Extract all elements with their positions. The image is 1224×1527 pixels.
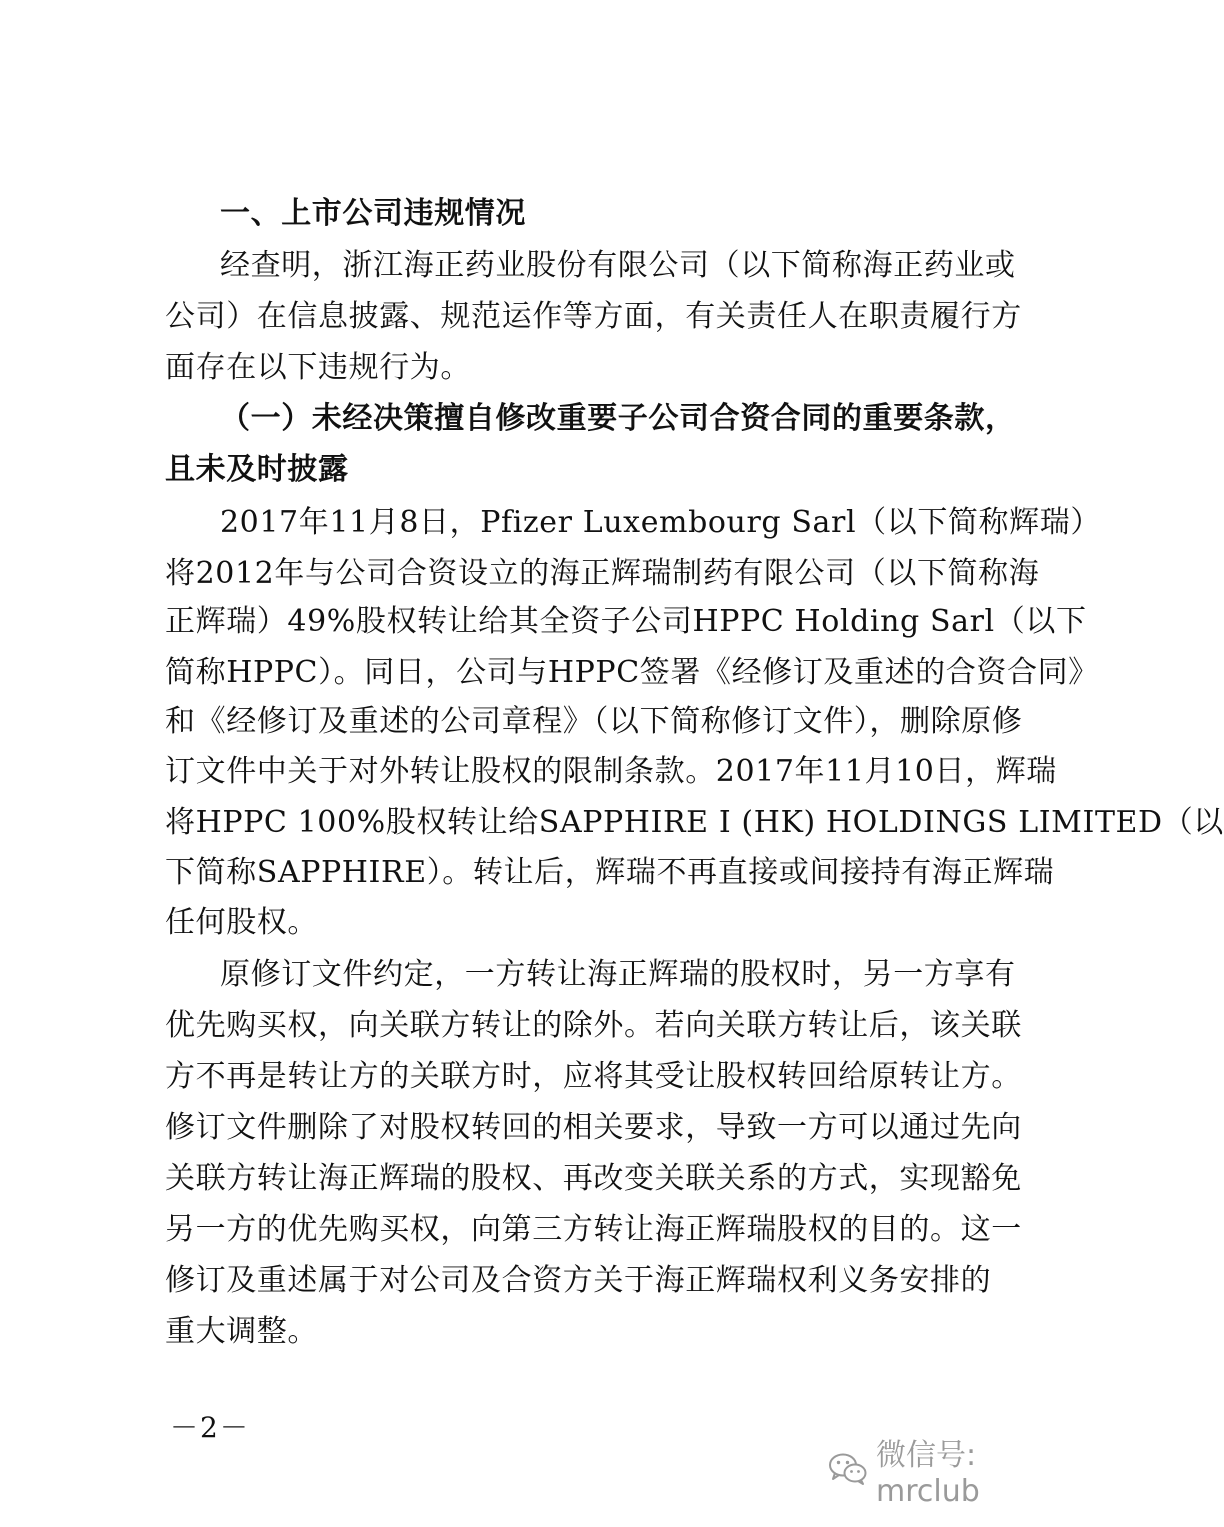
paragraph-line: 关联方转让海正辉瑞的股权、再改变关联关系的方式，实现豁免 xyxy=(165,1161,1022,1196)
paragraph-line: 任何股权。 xyxy=(165,905,318,940)
paragraph-line: 方不再是转让方的关联方时，应将其受让股权转回给原转让方。 xyxy=(165,1059,1022,1094)
page-number: －2－ xyxy=(170,1411,250,1444)
wechat-watermark xyxy=(828,1437,1080,1509)
paragraph-line: 优先购买权，向关联方转让的除外。若向关联方转让后，该关联 xyxy=(165,1008,1022,1043)
paragraph-line: 重大调整。 xyxy=(165,1314,318,1349)
subheading-line: 且未及时披露 xyxy=(165,452,349,487)
paragraph-line: 经查明，浙江海正药业股份有限公司（以下简称海正药业或 xyxy=(220,248,1016,283)
paragraph-line: 面存在以下违规行为。 xyxy=(165,350,471,385)
section-heading: 一、上市公司违规情况 xyxy=(220,196,526,231)
watermark-text: 微信号: mrclub xyxy=(876,1437,980,1509)
wechat-icon xyxy=(828,1452,868,1486)
paragraph-line: 将2012年与公司合资设立的海正辉瑞制药有限公司（以下简称海 xyxy=(165,556,1040,591)
paragraph-line: 原修订文件约定，一方转让海正辉瑞的股权时，另一方享有 xyxy=(220,957,1016,992)
paragraph-line: 修订及重述属于对公司及合资方关于海正辉瑞权利义务安排的 xyxy=(165,1263,992,1298)
paragraph-line: 简称HPPC）。同日，公司与HPPC签署《经修订及重述的合资合同》 xyxy=(165,655,1099,690)
paragraph-line: 将HPPC 100%股权转让给SAPPHIRE I (HK) HOLDINGS LIMITED（以 xyxy=(165,805,1224,840)
paragraph-line: 公司）在信息披露、规范运作等方面，有关责任人在职责履行方 xyxy=(165,299,1022,334)
paragraph-line: 修订文件删除了对股权转回的相关要求，导致一方可以通过先向 xyxy=(165,1110,1022,1145)
paragraph-line: 2017年11月8日，Pfizer Luxembourg Sarl（以下简称辉瑞） xyxy=(220,505,1101,540)
paragraph-line: 另一方的优先购买权，向第三方转让海正辉瑞股权的目的。这一 xyxy=(165,1212,1022,1247)
paragraph-line: 正辉瑞）49%股权转让给其全资子公司HPPC Holding Sarl（以下 xyxy=(165,604,1087,639)
paragraph-line: 和《经修订及重述的公司章程》（以下简称修订文件），删除原修 xyxy=(165,704,1023,739)
paragraph-line: 下简称SAPPHIRE）。转让后，辉瑞不再直接或间接持有海正辉瑞 xyxy=(165,855,1055,890)
subheading-line: （一）未经决策擅自修改重要子公司合资合同的重要条款， xyxy=(220,401,1016,436)
paragraph-line: 订文件中关于对外转让股权的限制条款。2017年11月10日，辉瑞 xyxy=(165,754,1057,789)
